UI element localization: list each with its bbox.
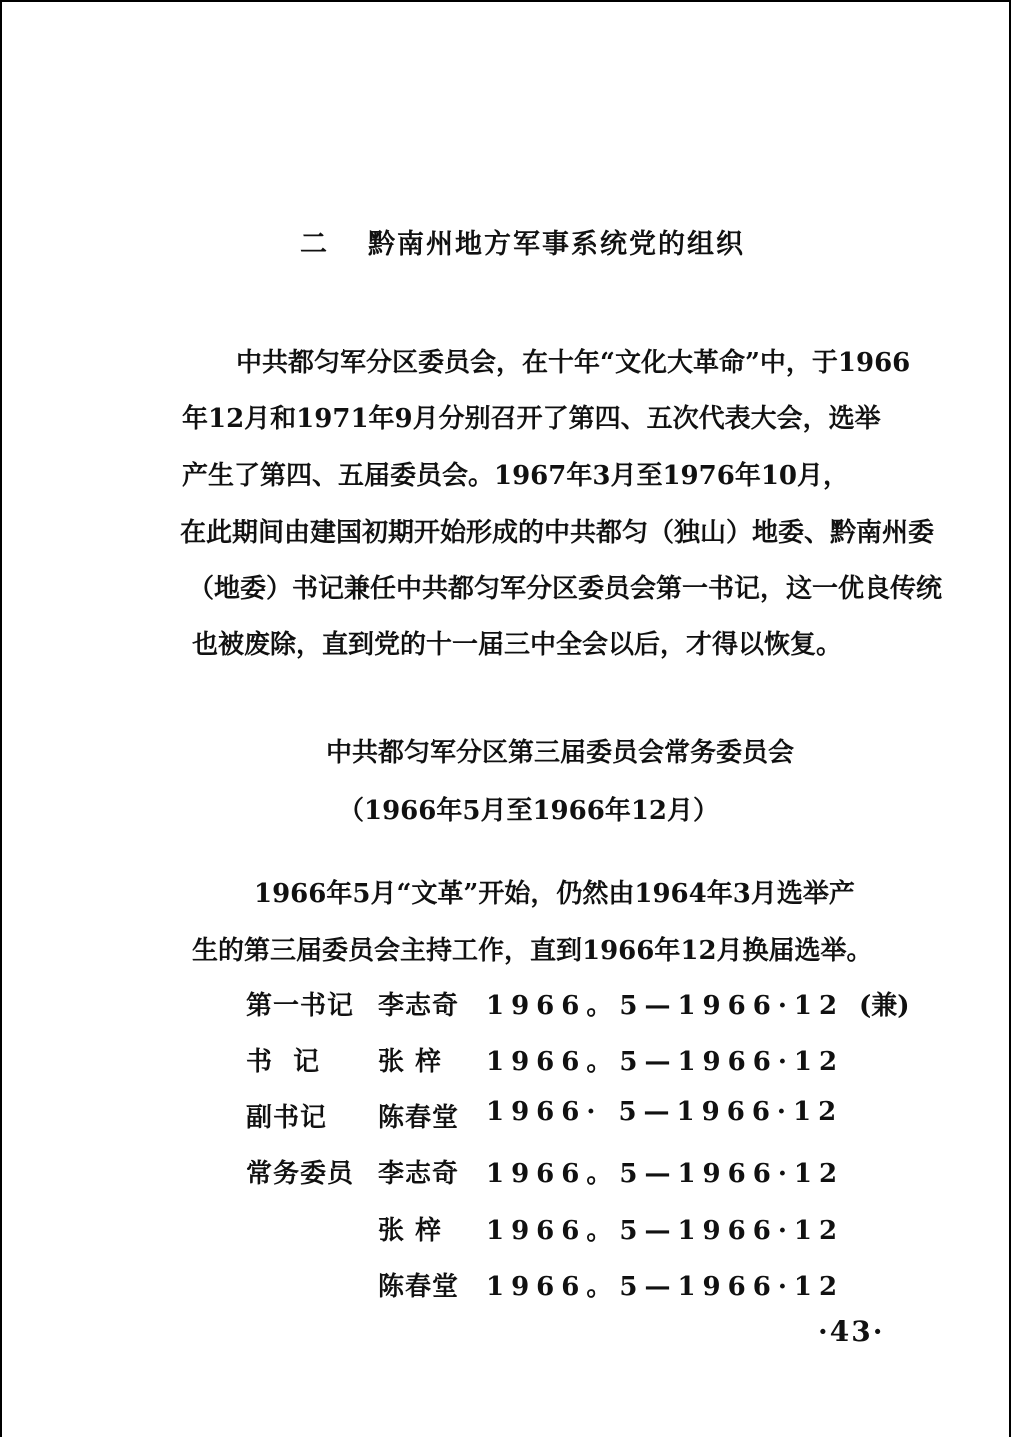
- intro-line-5: （地委）书记兼任中共都匀军分区委员会第一书记，这一优良传统: [188, 574, 943, 604]
- member-name: 张 梓: [378, 1216, 443, 1246]
- section-title-text: 黔南州地方军事系统党的组织: [368, 229, 745, 260]
- section-number: 二: [300, 229, 329, 260]
- member-role: 书 记: [246, 1047, 321, 1077]
- intro-line-3: 产生了第四、五届委员会。1967年3月至1976年10月，: [182, 461, 849, 491]
- member-term: 1966。5—1966·12: [486, 991, 845, 1021]
- page-number: ·43·: [818, 1315, 885, 1348]
- committee-title: 中共都匀军分区第三届委员会常务委员会: [326, 738, 795, 768]
- member-name: 张 梓: [378, 1047, 443, 1077]
- member-term: 1966。5—1966·12: [486, 1047, 845, 1077]
- member-term: 1966。5—1966·12: [486, 1272, 845, 1302]
- member-name: 陈春堂: [378, 1272, 460, 1302]
- committee-desc-line-2: 生的第三届委员会主持工作，直到1966年12月换届选举。: [192, 936, 873, 966]
- section-heading: [300, 222, 860, 261]
- member-term: 1966。5—1966·12: [486, 1159, 845, 1189]
- member-note: (兼): [859, 991, 910, 1021]
- member-role: 第一书记: [246, 991, 355, 1021]
- committee-period: （1966年5月至1966年12月）: [338, 796, 719, 826]
- committee-desc-line-1: 1966年5月“文革”开始，仍然由1964年3月选举产: [254, 879, 855, 909]
- member-role: 副书记: [246, 1103, 328, 1133]
- member-role: 常务委员: [246, 1159, 355, 1189]
- intro-line-6: 也被废除，直到党的十一届三中全会以后，才得以恢复。: [192, 630, 843, 660]
- intro-line-1: 中共都匀军分区委员会，在十年“文化大革命”中，于1966: [236, 348, 911, 378]
- member-term: 1966。5—1966·12: [486, 1216, 845, 1246]
- member-name: 陈春堂: [378, 1103, 460, 1133]
- member-name: 李志奇: [378, 991, 460, 1021]
- intro-line-2: 年12月和1971年9月分别召开了第四、五次代表大会，选举: [182, 404, 881, 434]
- member-name: 李志奇: [378, 1159, 460, 1189]
- member-term: 1966· 5—1966·12: [486, 1097, 844, 1127]
- intro-line-4: 在此期间由建国初期开始形成的中共都匀（独山）地委、黔南州委: [180, 518, 935, 548]
